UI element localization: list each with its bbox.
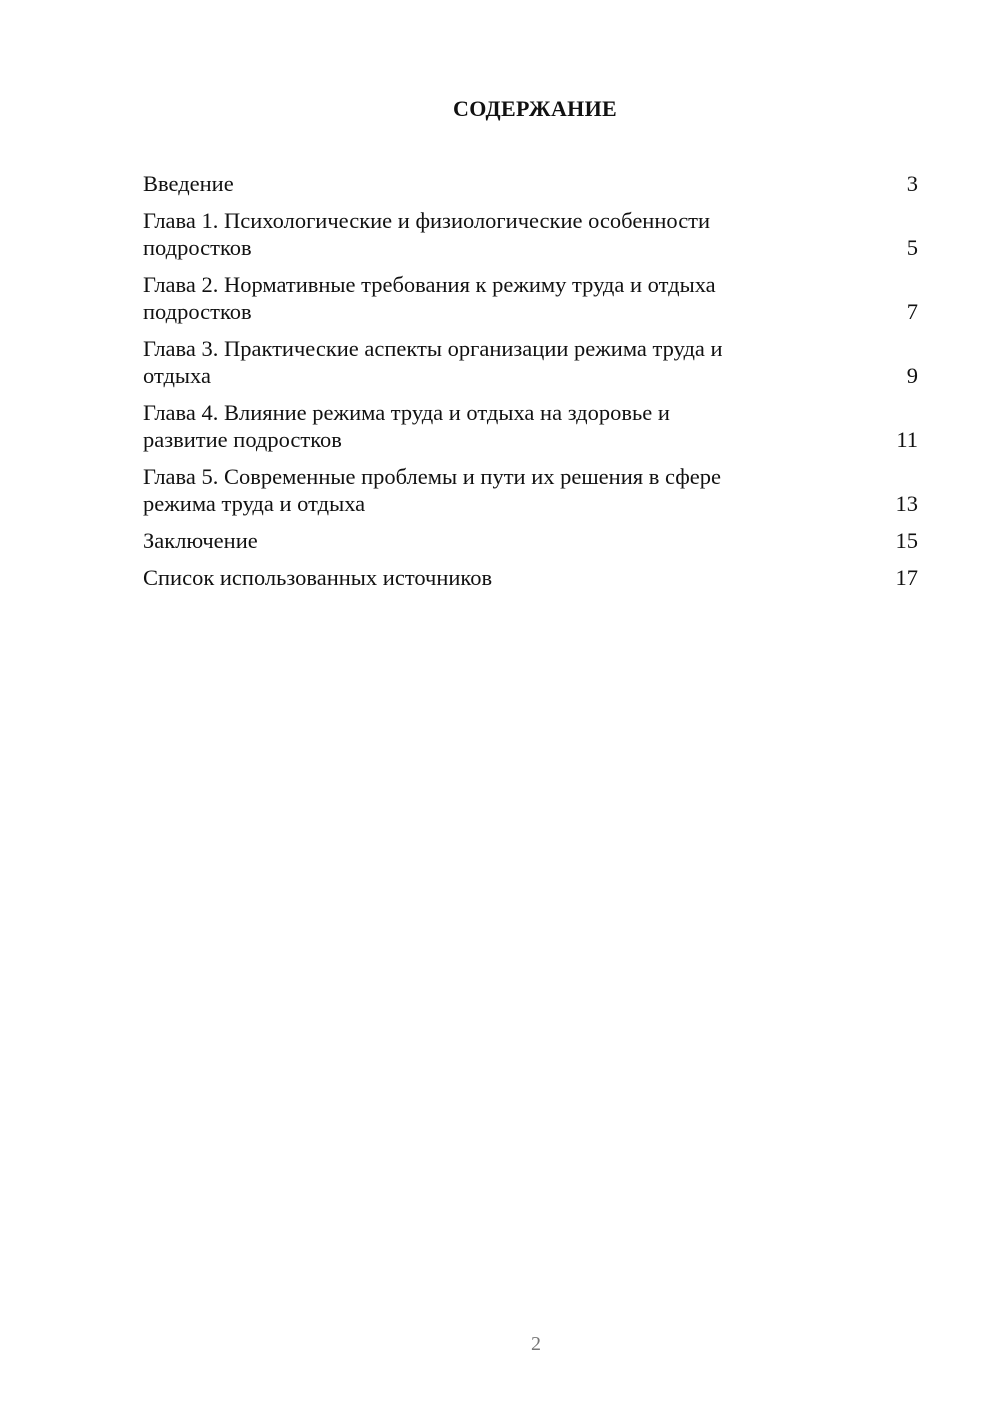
toc-entry-title-line: подростков: [143, 299, 252, 324]
toc-entry-title-line: Глава 1. Психологические и физиологические особенности: [143, 208, 711, 233]
toc-entry[interactable]: [143, 564, 918, 591]
page-title: СОДЕРЖАНИЕ: [453, 96, 617, 121]
toc-entry-page-number: 15: [895, 528, 918, 553]
toc-entry-title-line: Введение: [143, 171, 234, 196]
toc-entry[interactable]: [143, 527, 918, 554]
toc-entry-page-number: 17: [895, 565, 918, 590]
toc-entry-page-number: 3: [906, 171, 918, 196]
toc-entry[interactable]: [143, 271, 918, 325]
toc-entry-title-line: подростков: [143, 235, 252, 260]
toc-entry-page-number: 11: [896, 427, 918, 452]
toc-entry-page-number: 5: [906, 235, 918, 260]
toc-entry-page-number: 13: [895, 491, 918, 516]
toc-entry-page-number: 9: [906, 363, 918, 388]
toc-entry-title-line: развитие подростков: [143, 427, 342, 452]
toc-entry-title-line: Глава 5. Современные проблемы и пути их решения в сфере: [143, 464, 722, 489]
toc-entry[interactable]: [143, 207, 918, 261]
toc-entry-title-line: Глава 3. Практические аспекты организации режима труда и: [143, 336, 723, 361]
toc-entry[interactable]: [143, 463, 918, 517]
toc-entry-title-line: Список использованных источников: [143, 565, 493, 590]
toc-entry-title-line: режима труда и отдыха: [143, 491, 366, 516]
toc-entry-page-number: 7: [906, 299, 918, 324]
toc-entry-title-line: Заключение: [143, 528, 258, 553]
toc-entry[interactable]: [143, 399, 918, 453]
toc-entry-title-line: Глава 2. Нормативные требования к режиму труда и отдыха: [143, 272, 716, 297]
toc-entry[interactable]: [143, 335, 918, 389]
toc-entry[interactable]: [143, 170, 918, 197]
toc-entry-title-line: отдыха: [143, 363, 211, 388]
page-number: 2: [531, 1333, 541, 1355]
table-of-contents: [143, 170, 918, 601]
toc-entry-title-line: Глава 4. Влияние режима труда и отдыха на здоровье и: [143, 400, 670, 425]
